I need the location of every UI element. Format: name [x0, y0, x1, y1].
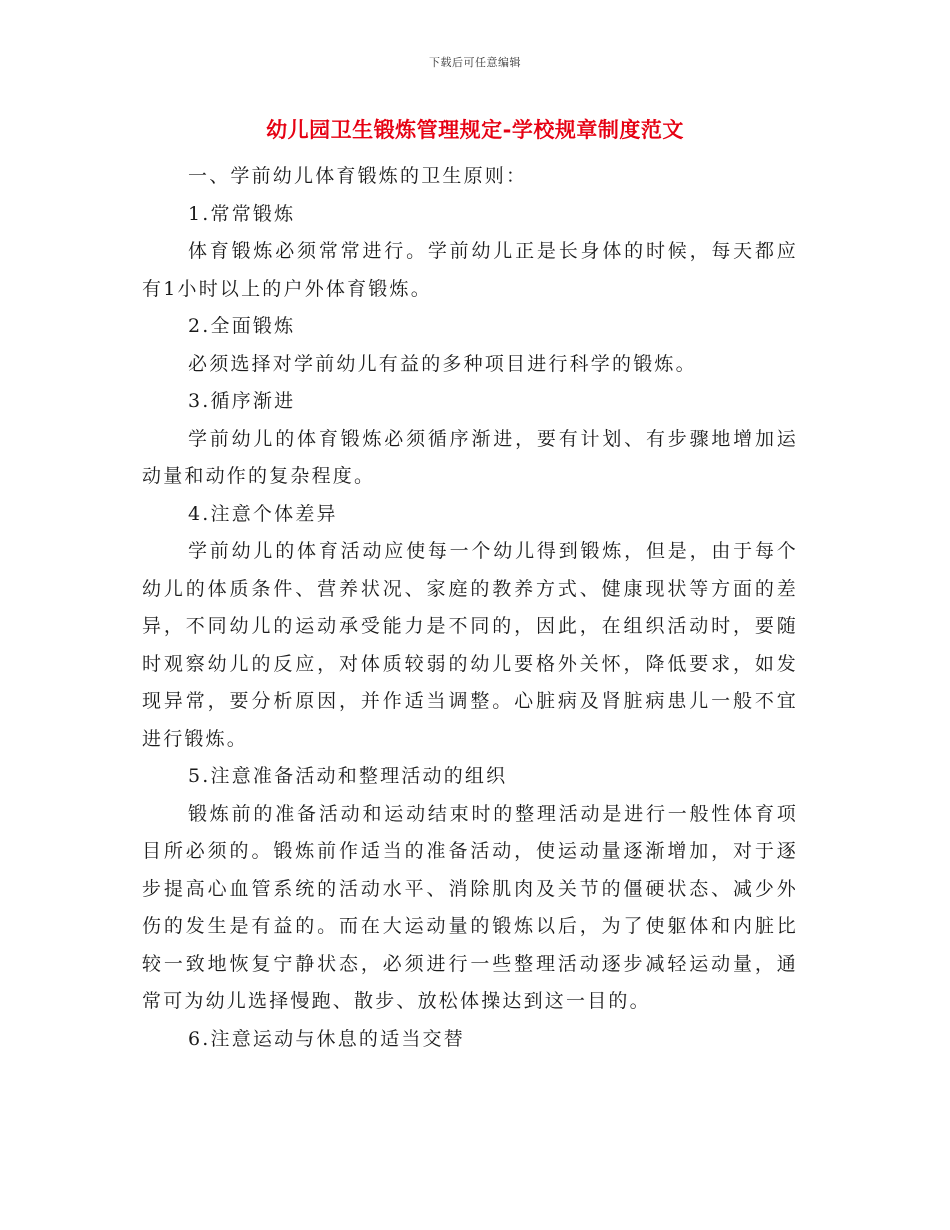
subsection-heading: 1.常常锻炼 [188, 202, 296, 225]
section-heading: 一、学前幼儿体育锻炼的卫生原则： [188, 165, 528, 187]
body-paragraph: 必须选择对学前幼儿有益的多种项目进行科学的锻炼。 [188, 352, 697, 375]
body-paragraph: 学前幼儿的体育活动应使每一个幼儿得到锻炼，但是，由于每个幼儿的体质条件、营养状况、家庭的教养方式、健康现状等方面的差异，不同幼儿的运动承受能力是不同的，因此，在组织活动时，要随时观察幼儿的反应，对体质较弱的幼儿要格外关怀，降低要求，如发现异常，要分析原因，并作适当调整。心脏病及肾脏病患儿一般不宜进行锻炼。 [142, 540, 798, 750]
body-paragraph: 体育锻炼必须常常进行。学前幼儿正是长身体的时候，每天都应有1小时以上的户外体育锻炼。 [142, 240, 798, 300]
subsection-heading: 2.全面锻炼 [188, 315, 296, 337]
body-paragraph: 锻炼前的准备活动和运动结束时的整理活动是进行一般性体育项目所必须的。锻炼前作适当的准备活动，使运动量逐渐增加，对于逐步提高心血管系统的活动水平、消除肌肉及关节的僵硬状态、减少外伤的发生是有益的。而在大运动量的锻炼以后，为了使躯体和内脏比较一致地恢复宁静状态，必须进行一些整理活动逐步减轻运动量，通常可为幼儿选择慢跑、散步、放松体操达到这一目的。 [142, 802, 798, 1012]
document-body [142, 158, 798, 1058]
document-title: 幼儿园卫生锻炼管理规定-学校规章制度范文 [266, 118, 684, 142]
subsection-heading: 5.注意准备活动和整理活动的组织 [188, 765, 508, 787]
subsection-heading: 3.循序渐进 [188, 390, 296, 412]
subsection-heading: 4.注意个体差异 [188, 502, 338, 525]
subsection-heading: 6.注意运动与休息的适当交替 [188, 1027, 465, 1050]
body-paragraph: 学前幼儿的体育锻炼必须循序渐进，要有计划、有步骤地增加运动量和动作的复杂程度。 [142, 427, 798, 487]
header-note: 下载后可任意编辑 [429, 56, 521, 69]
